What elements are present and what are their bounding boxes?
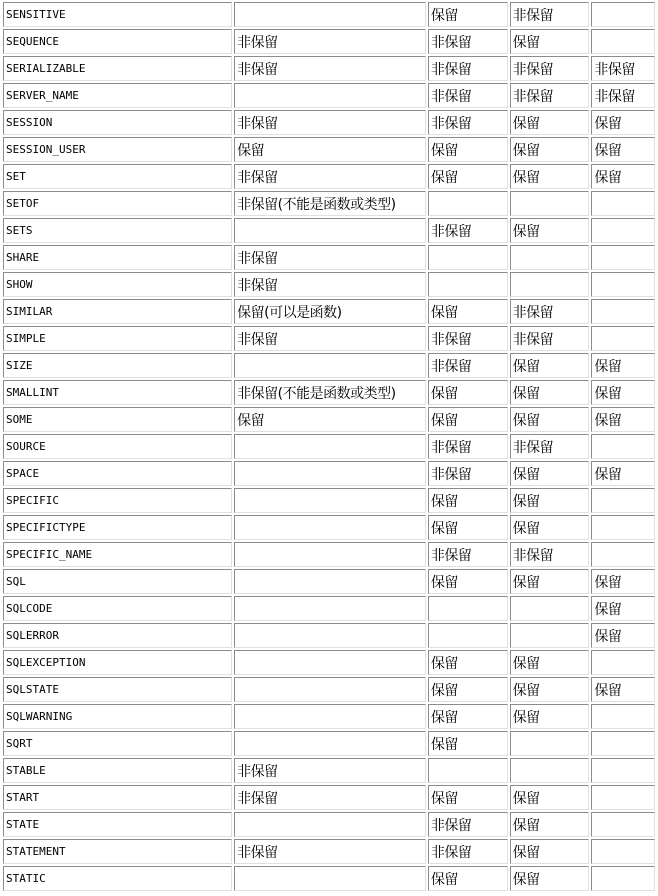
sql1999-status-cell: 保留: [510, 218, 590, 243]
postgresql-status-cell: 保留: [234, 137, 426, 162]
keyword-cell: SHARE: [3, 245, 232, 270]
sql2003-status-cell: [428, 623, 508, 648]
keyword-cell: SOURCE: [3, 434, 232, 459]
table-row: [3, 542, 655, 567]
postgresql-status-cell: [234, 812, 426, 837]
table-row: [3, 569, 655, 594]
postgresql-status-cell: [234, 623, 426, 648]
sql1999-status-cell: 保留: [510, 650, 590, 675]
sql1999-status-cell: 保留: [510, 137, 590, 162]
keyword-cell: SQLWARNING: [3, 704, 232, 729]
postgresql-status-cell: 保留: [234, 407, 426, 432]
keyword-cell: SQRT: [3, 731, 232, 756]
sql1999-status-cell: 保留: [510, 353, 590, 378]
sql2003-status-cell: 保留: [428, 569, 508, 594]
sql1999-status-cell: [510, 596, 590, 621]
sql1999-status-cell: 保留: [510, 461, 590, 486]
sql2003-status-cell: 非保留: [428, 326, 508, 351]
table-row: [3, 785, 655, 810]
sql1999-status-cell: [510, 272, 590, 297]
postgresql-status-cell: [234, 731, 426, 756]
table-row: [3, 299, 655, 324]
sql1999-status-cell: 非保留: [510, 326, 590, 351]
postgresql-status-cell: [234, 218, 426, 243]
keyword-cell: SPECIFICTYPE: [3, 515, 232, 540]
sql92-status-cell: [591, 2, 655, 27]
postgresql-status-cell: 非保留: [234, 110, 426, 135]
sql2003-status-cell: 保留: [428, 515, 508, 540]
postgresql-status-cell: 非保留: [234, 56, 426, 81]
sql2003-status-cell: [428, 596, 508, 621]
sql92-status-cell: [591, 488, 655, 513]
keyword-cell: STATIC: [3, 866, 232, 891]
sql2003-status-cell: 非保留: [428, 56, 508, 81]
sql2003-status-cell: 非保留: [428, 29, 508, 54]
sql1999-status-cell: 保留: [510, 704, 590, 729]
postgresql-status-cell: [234, 353, 426, 378]
keyword-cell: SERVER_NAME: [3, 83, 232, 108]
sql92-status-cell: 保留: [591, 596, 655, 621]
postgresql-status-cell: 非保留: [234, 272, 426, 297]
sql1999-status-cell: 保留: [510, 488, 590, 513]
table-row: [3, 380, 655, 405]
postgresql-status-cell: [234, 461, 426, 486]
sql1999-status-cell: 保留: [510, 569, 590, 594]
keyword-cell: SETOF: [3, 191, 232, 216]
postgresql-status-cell: [234, 515, 426, 540]
postgresql-status-cell: 非保留: [234, 245, 426, 270]
table-row: [3, 839, 655, 864]
sql92-status-cell: 保留: [591, 569, 655, 594]
sql92-status-cell: 保留: [591, 461, 655, 486]
sql1999-status-cell: 非保留: [510, 83, 590, 108]
sql2003-status-cell: 保留: [428, 380, 508, 405]
sql92-status-cell: [591, 866, 655, 891]
postgresql-status-cell: [234, 488, 426, 513]
table-row: [3, 812, 655, 837]
sql2003-status-cell: 非保留: [428, 218, 508, 243]
keyword-cell: SQL: [3, 569, 232, 594]
keyword-cell: SPECIFIC: [3, 488, 232, 513]
sql2003-status-cell: 保留: [428, 650, 508, 675]
sql2003-status-cell: 非保留: [428, 434, 508, 459]
sql92-status-cell: 非保留: [591, 56, 655, 81]
keyword-table-body: [3, 2, 655, 891]
sql1999-status-cell: 非保留: [510, 542, 590, 567]
table-row: [3, 461, 655, 486]
table-row: [3, 191, 655, 216]
sql2003-status-cell: 保留: [428, 164, 508, 189]
keyword-cell: SQLERROR: [3, 623, 232, 648]
table-row: [3, 245, 655, 270]
sql92-status-cell: [591, 434, 655, 459]
postgresql-status-cell: 非保留: [234, 758, 426, 783]
keyword-cell: SIMILAR: [3, 299, 232, 324]
table-row: [3, 704, 655, 729]
table-row: [3, 407, 655, 432]
sql1999-status-cell: 非保留: [510, 299, 590, 324]
sql2003-status-cell: 保留: [428, 137, 508, 162]
table-row: [3, 677, 655, 702]
sql2003-status-cell: 保留: [428, 677, 508, 702]
sql92-status-cell: [591, 812, 655, 837]
table-row: [3, 866, 655, 891]
sql92-status-cell: [591, 326, 655, 351]
postgresql-status-cell: 保留(可以是函数): [234, 299, 426, 324]
keyword-cell: START: [3, 785, 232, 810]
sql92-status-cell: [591, 191, 655, 216]
sql92-status-cell: [591, 29, 655, 54]
postgresql-status-cell: 非保留: [234, 839, 426, 864]
keyword-cell: SPACE: [3, 461, 232, 486]
table-row: [3, 110, 655, 135]
sql1999-status-cell: [510, 731, 590, 756]
table-row: [3, 272, 655, 297]
keyword-cell: SENSITIVE: [3, 2, 232, 27]
keyword-cell: SET: [3, 164, 232, 189]
sql1999-status-cell: 保留: [510, 29, 590, 54]
sql2003-status-cell: 非保留: [428, 839, 508, 864]
table-row: [3, 434, 655, 459]
postgresql-status-cell: 非保留: [234, 326, 426, 351]
table-row: [3, 2, 655, 27]
sql1999-status-cell: [510, 245, 590, 270]
sql1999-status-cell: 保留: [510, 812, 590, 837]
table-row: [3, 353, 655, 378]
table-row: [3, 83, 655, 108]
sql92-status-cell: 非保留: [591, 83, 655, 108]
sql92-status-cell: 保留: [591, 164, 655, 189]
keyword-cell: SOME: [3, 407, 232, 432]
keyword-cell: SQLSTATE: [3, 677, 232, 702]
postgresql-status-cell: [234, 677, 426, 702]
table-row: [3, 596, 655, 621]
sql2003-status-cell: 保留: [428, 488, 508, 513]
postgresql-status-cell: 非保留: [234, 29, 426, 54]
sql1999-status-cell: 非保留: [510, 434, 590, 459]
keyword-cell: STABLE: [3, 758, 232, 783]
table-row: [3, 731, 655, 756]
sql92-status-cell: [591, 272, 655, 297]
sql1999-status-cell: 保留: [510, 839, 590, 864]
sql2003-status-cell: 保留: [428, 704, 508, 729]
sql2003-status-cell: 保留: [428, 731, 508, 756]
table-row: [3, 623, 655, 648]
sql92-status-cell: [591, 245, 655, 270]
table-row: [3, 488, 655, 513]
sql2003-status-cell: 保留: [428, 2, 508, 27]
sql92-status-cell: [591, 785, 655, 810]
sql2003-status-cell: [428, 245, 508, 270]
postgresql-status-cell: [234, 866, 426, 891]
table-row: [3, 29, 655, 54]
sql92-status-cell: [591, 299, 655, 324]
sql1999-status-cell: 保留: [510, 515, 590, 540]
sql92-status-cell: [591, 218, 655, 243]
sql1999-status-cell: 保留: [510, 164, 590, 189]
sql1999-status-cell: [510, 758, 590, 783]
sql1999-status-cell: 保留: [510, 380, 590, 405]
keyword-cell: SESSION_USER: [3, 137, 232, 162]
sql2003-status-cell: 非保留: [428, 83, 508, 108]
sql1999-status-cell: 非保留: [510, 2, 590, 27]
keyword-cell: SHOW: [3, 272, 232, 297]
keyword-cell: SERIALIZABLE: [3, 56, 232, 81]
postgresql-status-cell: 非保留(不能是函数或类型): [234, 191, 426, 216]
sql92-status-cell: [591, 704, 655, 729]
sql92-status-cell: 保留: [591, 110, 655, 135]
sql1999-status-cell: [510, 623, 590, 648]
sql2003-status-cell: 非保留: [428, 461, 508, 486]
keyword-cell: SPECIFIC_NAME: [3, 542, 232, 567]
keyword-cell: SEQUENCE: [3, 29, 232, 54]
sql1999-status-cell: 保留: [510, 785, 590, 810]
sql92-status-cell: [591, 839, 655, 864]
sql2003-status-cell: [428, 191, 508, 216]
sql2003-status-cell: [428, 758, 508, 783]
keyword-cell: STATE: [3, 812, 232, 837]
table-row: [3, 137, 655, 162]
sql1999-status-cell: 保留: [510, 407, 590, 432]
sql92-status-cell: [591, 758, 655, 783]
sql2003-status-cell: 非保留: [428, 110, 508, 135]
sql92-status-cell: [591, 542, 655, 567]
postgresql-status-cell: [234, 2, 426, 27]
table-row: [3, 758, 655, 783]
sql92-status-cell: 保留: [591, 380, 655, 405]
postgresql-status-cell: 非保留: [234, 164, 426, 189]
sql92-status-cell: 保留: [591, 407, 655, 432]
table-row: [3, 515, 655, 540]
keyword-cell: STATEMENT: [3, 839, 232, 864]
keyword-table: [1, 0, 657, 893]
keyword-cell: SMALLINT: [3, 380, 232, 405]
table-row: [3, 650, 655, 675]
sql2003-status-cell: [428, 272, 508, 297]
sql1999-status-cell: 保留: [510, 677, 590, 702]
postgresql-status-cell: 非保留(不能是函数或类型): [234, 380, 426, 405]
sql2003-status-cell: 非保留: [428, 353, 508, 378]
sql2003-status-cell: 保留: [428, 407, 508, 432]
postgresql-status-cell: [234, 542, 426, 567]
sql2003-status-cell: 非保留: [428, 542, 508, 567]
postgresql-status-cell: [234, 596, 426, 621]
postgresql-status-cell: [234, 650, 426, 675]
postgresql-status-cell: [234, 434, 426, 459]
table-row: [3, 164, 655, 189]
sql92-status-cell: [591, 731, 655, 756]
keyword-cell: SQLEXCEPTION: [3, 650, 232, 675]
sql92-status-cell: 保留: [591, 353, 655, 378]
keyword-cell: SESSION: [3, 110, 232, 135]
keyword-cell: SIMPLE: [3, 326, 232, 351]
table-row: [3, 56, 655, 81]
keyword-cell: SETS: [3, 218, 232, 243]
sql92-status-cell: [591, 515, 655, 540]
sql2003-status-cell: 保留: [428, 299, 508, 324]
sql2003-status-cell: 保留: [428, 785, 508, 810]
table-row: [3, 326, 655, 351]
postgresql-status-cell: [234, 83, 426, 108]
keyword-cell: SQLCODE: [3, 596, 232, 621]
sql92-status-cell: 保留: [591, 623, 655, 648]
keyword-cell: SIZE: [3, 353, 232, 378]
postgresql-status-cell: 非保留: [234, 785, 426, 810]
sql92-status-cell: [591, 650, 655, 675]
sql1999-status-cell: 保留: [510, 866, 590, 891]
table-row: [3, 218, 655, 243]
sql92-status-cell: 保留: [591, 137, 655, 162]
sql1999-status-cell: 非保留: [510, 56, 590, 81]
postgresql-status-cell: [234, 704, 426, 729]
sql2003-status-cell: 非保留: [428, 812, 508, 837]
sql1999-status-cell: 保留: [510, 110, 590, 135]
sql2003-status-cell: 保留: [428, 866, 508, 891]
sql1999-status-cell: [510, 191, 590, 216]
sql92-status-cell: 保留: [591, 677, 655, 702]
postgresql-status-cell: [234, 569, 426, 594]
